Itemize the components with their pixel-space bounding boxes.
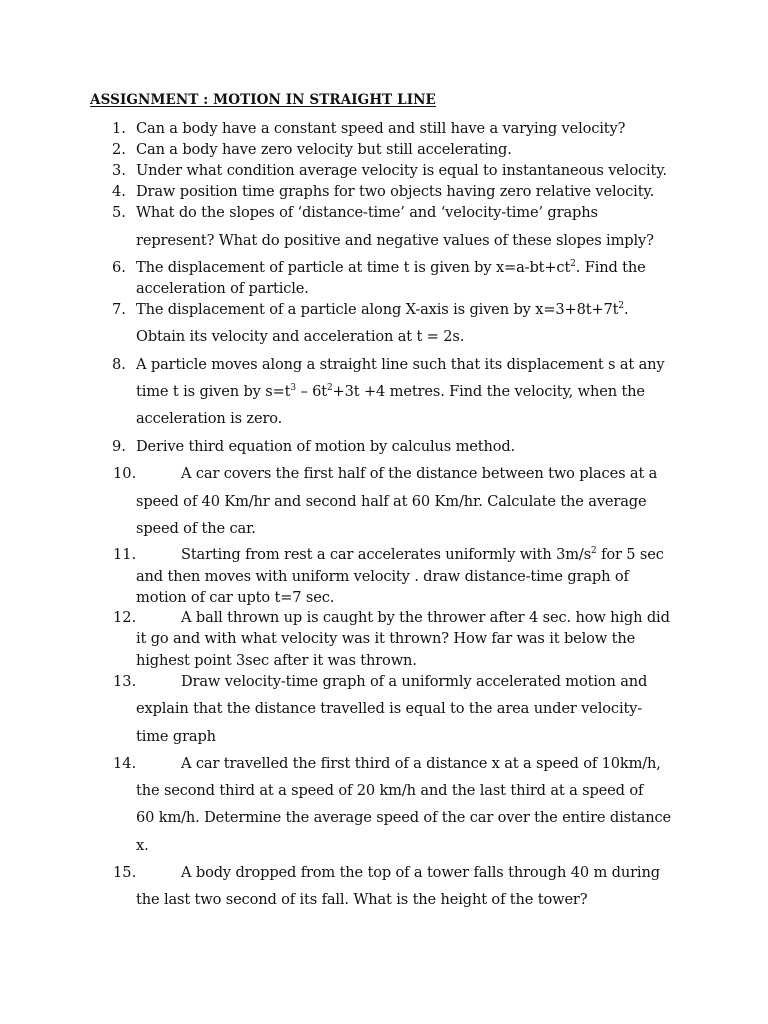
question-text-line: Can a body have zero velocity but still accelerating.	[136, 141, 512, 158]
question-text-line: A car travelled the first third of a distance x at a speed of 10km/h,	[181, 755, 661, 772]
question-number: 3.	[112, 162, 126, 179]
question-text-line: What do the slopes of ‘distance-time’ and ‘velocity-time’ graphs	[136, 204, 598, 221]
question-text-line: A body dropped from the top of a tower falls through 40 m during	[181, 864, 660, 881]
question-text-line: represent? What do positive and negative values of these slopes imply?	[136, 232, 654, 249]
question-text-line: Draw position time graphs for two objects having zero relative velocity.	[136, 183, 655, 200]
question-text-line: and then moves with uniform velocity . draw distance-time graph of	[136, 568, 629, 585]
question-number: 11.	[113, 546, 137, 563]
superscript: 2	[618, 301, 624, 312]
question-text-line: A ball thrown up is caught by the thrower after 4 sec. how high did	[181, 609, 670, 626]
question-text-line: highest point 3sec after it was thrown.	[136, 652, 417, 669]
question-text-line: the last two second of its fall. What is the height of the tower?	[136, 891, 588, 908]
question-number: 2.	[112, 141, 126, 158]
superscript: 2	[326, 383, 333, 394]
question-number: 6.	[112, 259, 126, 276]
question-text-line: motion of car upto t=7 sec.	[136, 589, 335, 606]
question-text-line: Derive third equation of motion by calculus method.	[136, 438, 516, 455]
question-text-line: The displacement of particle at time t is given by $x=a-bt+ct^2$. Find the	[136, 259, 646, 276]
superscript: 2	[570, 259, 576, 270]
superscript: 2	[591, 546, 597, 557]
question-text-line: explain that the distance travelled is equal to the area under velocity-	[136, 700, 643, 717]
question-text-line: acceleration is zero.	[136, 410, 283, 427]
question-text-line: 60 km/h. Determine the average speed of the car over the entire distance	[136, 809, 671, 826]
question-text-line: time graph	[136, 728, 216, 745]
question-text-line: Can a body have a constant speed and still have a varying velocity?	[136, 120, 626, 137]
question-number: 7.	[112, 301, 126, 318]
question-number: 8.	[112, 356, 126, 373]
question-number: 15.	[113, 864, 137, 881]
question-text-line: Draw velocity-time graph of a uniformly accelerated motion and	[181, 673, 648, 690]
question-number: 14.	[113, 755, 137, 772]
question-number: 1.	[112, 120, 126, 137]
question-text-line: the second third at a speed of 20 km/h and the last third at a speed of	[136, 782, 644, 799]
question-text-line: A particle moves along a straight line such that its displacement s at any	[136, 356, 665, 373]
question-number: 13.	[113, 673, 137, 690]
question-text-line: Obtain its velocity and acceleration at t = 2s.	[136, 328, 465, 345]
question-text-line: speed of 40 Km/hr and second half at 60 Km/hr. Calculate the average	[136, 493, 647, 510]
superscript: 3	[290, 383, 296, 394]
question-number: 10.	[113, 465, 137, 482]
question-text-line: it go and with what velocity was it thrown? How far was it below the	[136, 630, 636, 647]
question-text-line: time t is given by $s=t^3 - 6t^2+3t +4$ metres. Find the velocity, when the	[136, 383, 645, 400]
question-text-line: Starting from rest a car accelerates uniformly with $3m/s^2$ for 5 sec	[181, 546, 664, 563]
question-text-line: The displacement of a particle along X-axis is given by $x=3+8t+7t^2$.	[136, 301, 629, 318]
question-text-line: speed of the car.	[136, 520, 256, 537]
question-text-line: x.	[136, 837, 149, 854]
assignment-title: ASSIGNMENT : MOTION IN STRAIGHT LINE	[90, 92, 436, 108]
question-text-line: A car covers the first half of the distance between two places at a	[181, 465, 658, 482]
question-number: 4.	[112, 183, 126, 200]
question-number: 12.	[113, 609, 137, 626]
question-number: 9.	[112, 438, 126, 455]
question-text-line: Under what condition average velocity is equal to instantaneous velocity.	[136, 162, 667, 179]
question-number: 5.	[112, 204, 126, 221]
question-text-line: acceleration of particle.	[136, 280, 309, 297]
